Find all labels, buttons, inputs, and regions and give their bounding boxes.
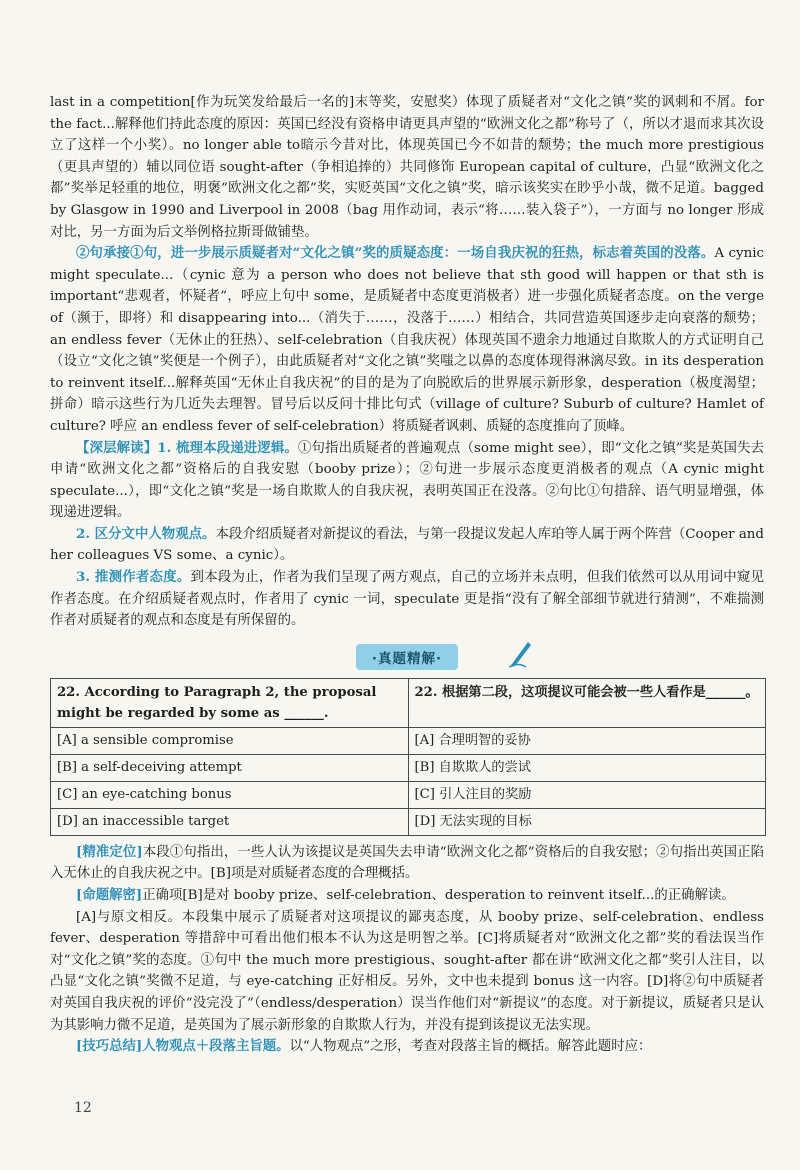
precise-locate-tag: [精准定位] [76,843,143,860]
option-d-en: [D] an inaccessible target [51,808,409,835]
page-number: 12 [74,1100,92,1116]
option-a-zh: [A] 合理明智的妥协 [408,727,766,754]
question-decode-detail: [A]与原文相反。本段集中展示了质疑者对这项提议的鄙夷态度，从 booby prize、self-celebration、endless fever、desperation 等措辞中可看出他们根本不认为这是明智之举。[C]将质疑者对“欧洲文化之都”奖的看法误当作对“文化之镇”奖的态度。①句中 the much more prestigious、sought-after 都在讲“欧洲文化之都”奖引人注目，以凸显“文化之镇”奖微不足道，与 eye-catching 正好相反。另外，文中也未提到 bonus 这一内容。[D]将②句中质疑者对英国自我庆祝的评价“没完没了”（endless/desperation）误当作他们对“新提议”的态度。对于新提议，质疑者只是认为其影响力微不足道，是英国为了展示新形象的自欺欺人行为，并没有提到该提议无法实现。 [50,909,764,1033]
analysis-body: A cynic might speculate...（cynic 意为 a person who does not believe that sth good will happen or that sth is important“悲观者，怀疑者”，呼应上句中 some，是质疑者中态度更消极者）进一步强化质疑者态度。on the verge of（濒于，即将）和 disappearing into...（消失于……，没落于……）相结合，共同营造英国逐步走向衰落的颓势；an endless fever（无休止的狂热）、self-celebration（自我庆祝）体现英国不遗余力地通过自欺欺人的方式证明自己（设立“文化之镇”奖便是一个例子），由此质疑者对“文化之镇”奖嗤之以鼻的态度体现得淋漓尽致。in its desperation to reinvent itself...解释英国“无休止自我庆祝”的目的是为了向脱欧后的世界展示新形象，desperation（极度渴望；拼命）暗示这些行为几近失去理智。冒号后以反问十排比句式（village of culture? Suburb of culture? Hamlet of culture? 呼应 an endless fever of self-celebration）将质疑者讽刺、质疑的态度推向了顶峰。 [50,246,764,434]
paragraph-analysis-2 [50,243,764,437]
option-row [51,727,766,754]
question-decode [50,885,764,907]
deep-heading-1: 1. 梳理本段递进逻辑。 [157,439,298,456]
skill-summary-text: 以“人物观点”之形，考查对段落主旨的概括。解答此题时应： [289,1039,652,1055]
option-b-en: [B] a self-deceiving attempt [51,754,409,781]
deep-heading-2: 2. 区分文中人物观点。 [76,525,216,542]
skill-summary [50,1036,764,1058]
option-d-zh: [D] 无法实现的目标 [408,808,766,835]
analysis-heading: ②句承接①句，进一步展示质疑者对“文化之镇”奖的质疑态度：一场自我庆祝的狂热，标志着英国的没落。 [76,245,715,262]
option-row [51,808,766,835]
question-row [51,678,766,727]
option-b-zh: [B] 自欺欺人的尝试 [408,754,766,781]
deep-reading-2 [50,524,764,567]
option-a-en: [A] a sensible compromise [51,727,409,754]
question-decode-tag: [命题解密] [76,887,143,904]
option-row [51,781,766,808]
deep-reading-tag: 【深层解读】 [76,439,158,456]
exam-banner: ·真题精解· [356,644,458,670]
precise-locate-text: 本段①句指出，一些人认为该提议是英国失去申请“欧洲文化之都”资格后的自我安慰；②句指出英国正陷入无休止的自我庆祝之中。[B]项是对质疑者态度的合理概括。 [50,844,764,882]
question-table [50,678,766,836]
skill-summary-heading: 人物观点＋段落主旨题。 [142,1038,290,1055]
deep-heading-3: 3. 推测作者态度。 [76,569,191,586]
question-zh: 22. 根据第二段，这项提议可能会被一些人看作是______。 [408,678,766,727]
deep-text-3: 到本段为止，作者为我们呈现了两方观点，自己的立场并未点明，但我们依然可以从用词中窥见作者态度。在介绍质疑者观点时，作者用了 cynic 一词，speculate 更是指“没有了解全部细节就进行猜测”，不难揣测作者对质疑者的观点和态度是有所保留的。 [50,570,765,629]
deep-text-2: 本段介绍质疑者对新提议的看法，与第一段提议发起人库珀等人属于两个阵营（Cooper and her colleagues VS some、a cynic）。 [50,526,765,564]
paragraph-continued: last in a competition[作为玩笑发给最后一名的]末等奖，安慰奖）体现了质疑者对“文化之镇”奖的讽刺和不屑。for the fact...解释他们持此态度的原因：英国已经没有资格申请更具声望的“欧洲文化之都”称号了（，所以才退而求其次设立了这样一个小奖）。no longer able to暗示今昔对比，体现英国已今不如昔的颓势；the much more prestigious（更具声望的）辅以同位语 sought-after（争相追捧的）共同修饰 European capital of culture，凸显“欧洲文化之都”奖举足轻重的地位，明褒“欧洲文化之都”奖，实贬英国“文化之镇”奖，暗示该奖实在眇乎小哉，微不足道。bagged by Glasgow in 1990 and Liverpool in 2008（bag 用作动词，表示“将……装入袋子”），一方面与 no longer 形成对比，另一方面为后文举例格拉斯哥做铺垫。 [50,95,764,240]
deep-reading-3 [50,567,764,632]
pen-icon [508,638,534,668]
option-c-en: [C] an eye-catching bonus [51,781,409,808]
skill-summary-tag: [技巧总结] [76,1038,143,1055]
deep-reading-1 [50,438,764,524]
precise-locate [50,842,764,885]
deep-text-1: ①句指出质疑者的普遍观点（some might see），即“文化之镇”奖是英国失去申请“欧洲文化之都”资格后的自我安慰（booby prize）；②句进一步展示态度更消极者的观点（A cynic might speculate...），即“文化之镇”奖是一场自欺欺人的自我庆祝，表明英国正在没落。②句比①句措辞、语气明显增强，体现递进逻辑。 [50,440,765,521]
question-en: 22. According to Paragraph 2, the proposal might be regarded by some as ______. [51,678,409,727]
exam-banner-wrap [50,644,764,670]
question-decode-text: 正确项[B]是对 booby prize、self-celebration、desperation to reinvent itself...的正确解读。 [142,888,735,904]
option-c-zh: [C] 引人注目的奖励 [408,781,766,808]
option-row [51,754,766,781]
